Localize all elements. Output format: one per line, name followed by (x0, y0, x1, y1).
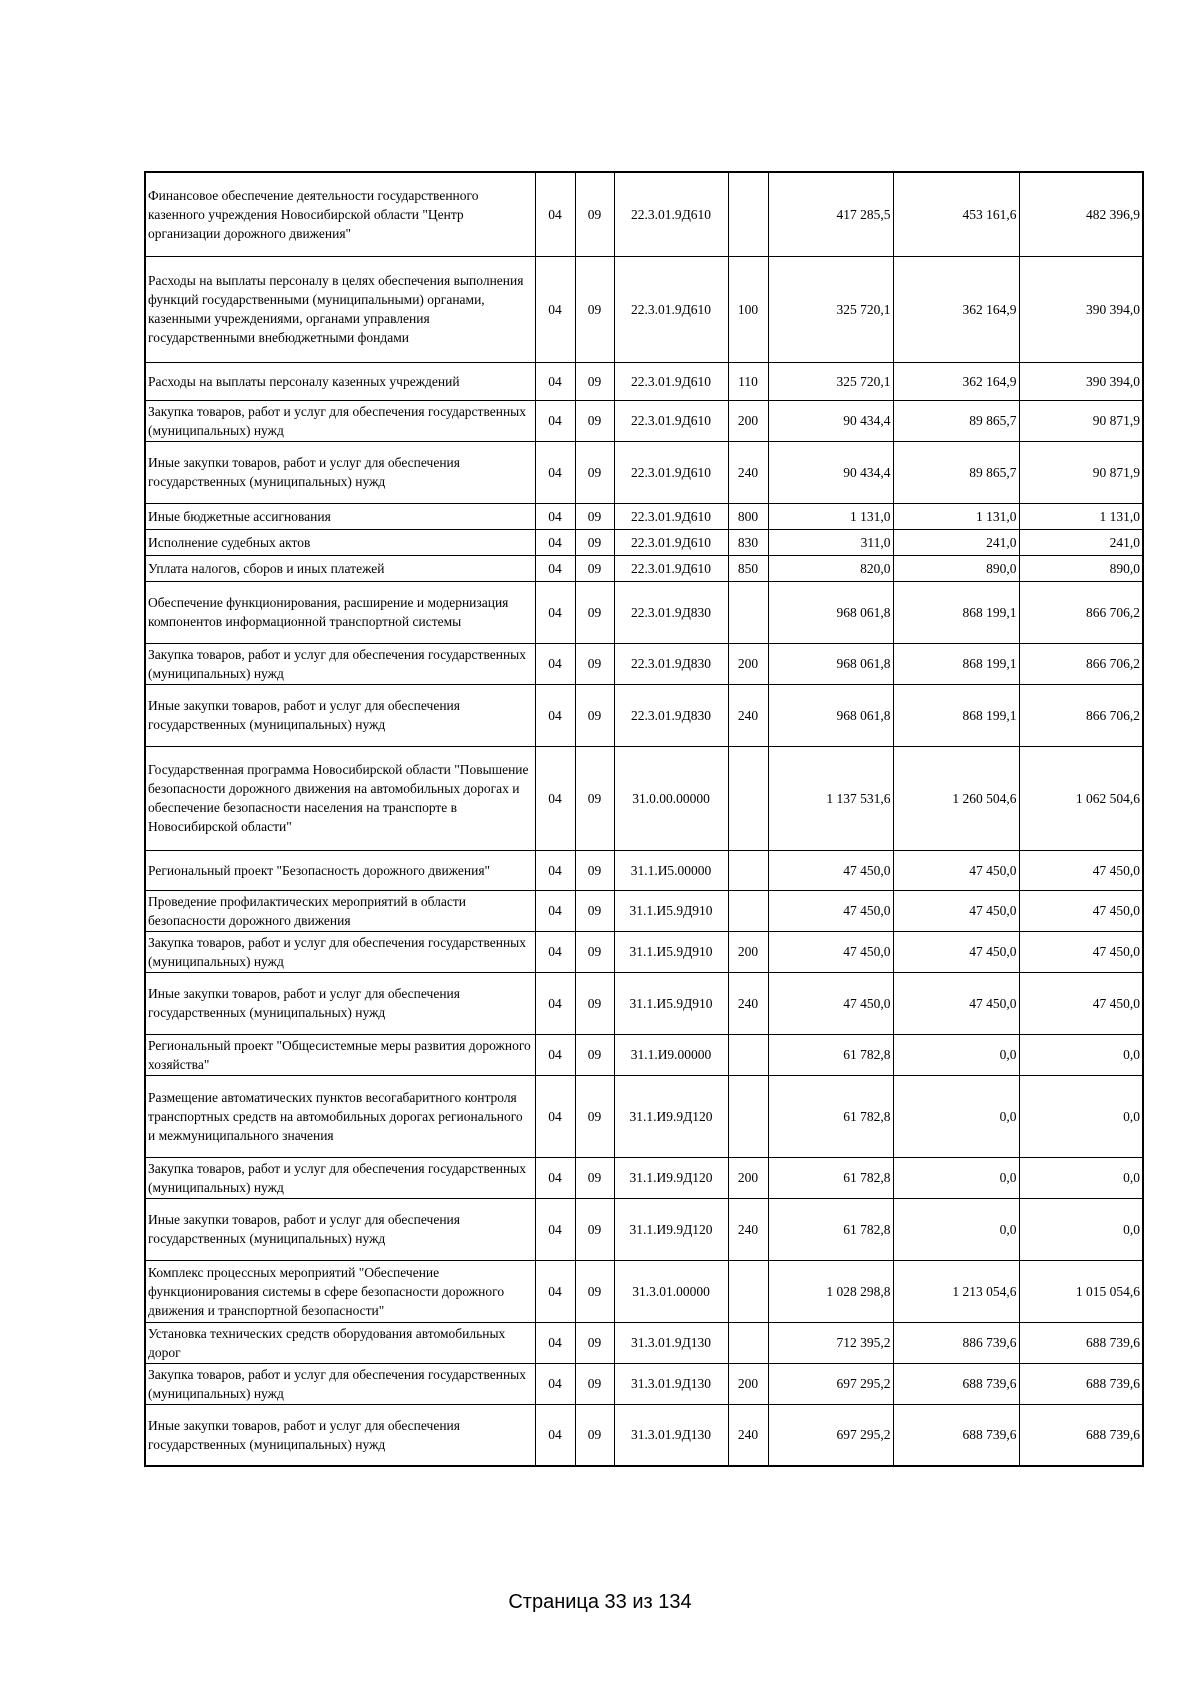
row-expense-type: 240 (728, 972, 768, 1034)
row-target-article: 31.3.01.9Д130 (614, 1404, 728, 1466)
row-section-code: 04 (535, 1404, 575, 1466)
row-amount-year-1: 90 434,4 (768, 400, 893, 441)
row-name: Финансовое обеспечение деятельности государственного казенного учреждения Новосибирской области "Центр организации дорожного движения" (145, 172, 535, 256)
row-subsection-code: 09 (575, 972, 614, 1034)
row-amount-year-1: 1 131,0 (768, 503, 893, 529)
row-amount-year-2: 1 260 504,6 (893, 746, 1019, 850)
row-amount-year-3: 0,0 (1019, 1198, 1143, 1260)
row-amount-year-3: 688 739,6 (1019, 1404, 1143, 1466)
row-subsection-code: 09 (575, 1034, 614, 1075)
row-section-code: 04 (535, 581, 575, 643)
row-subsection-code: 09 (575, 1363, 614, 1404)
row-amount-year-1: 61 782,8 (768, 1198, 893, 1260)
row-section-code: 04 (535, 400, 575, 441)
row-name: Расходы на выплаты персоналу в целях обеспечения выполнения функций государственными (муниципальными) органами, казенными учреждениями, органами управления государственными внебюджетными фондами (145, 256, 535, 362)
row-amount-year-3: 0,0 (1019, 1034, 1143, 1075)
row-expense-type: 830 (728, 529, 768, 555)
table-row (145, 1260, 1143, 1322)
row-amount-year-1: 697 295,2 (768, 1363, 893, 1404)
row-expense-type: 100 (728, 256, 768, 362)
row-amount-year-2: 89 865,7 (893, 441, 1019, 503)
row-name: Иные закупки товаров, работ и услуг для обеспечения государственных (муниципальных) нужд (145, 972, 535, 1034)
row-expense-type (728, 1034, 768, 1075)
table-row (145, 400, 1143, 441)
row-expense-type (728, 850, 768, 890)
row-section-code: 04 (535, 1157, 575, 1198)
row-expense-type (728, 1260, 768, 1322)
row-section-code: 04 (535, 172, 575, 256)
row-amount-year-2: 362 164,9 (893, 256, 1019, 362)
row-target-article: 22.3.01.9Д610 (614, 503, 728, 529)
row-target-article: 22.3.01.9Д610 (614, 256, 728, 362)
budget-table (144, 171, 1144, 1467)
row-amount-year-3: 47 450,0 (1019, 890, 1143, 931)
row-expense-type: 200 (728, 400, 768, 441)
row-subsection-code: 09 (575, 1260, 614, 1322)
table-row (145, 1157, 1143, 1198)
table-row (145, 746, 1143, 850)
row-target-article: 31.1.И9.9Д120 (614, 1157, 728, 1198)
row-amount-year-2: 868 199,1 (893, 581, 1019, 643)
table-row (145, 256, 1143, 362)
row-name: Иные закупки товаров, работ и услуг для обеспечения государственных (муниципальных) нужд (145, 1404, 535, 1466)
table-row (145, 1034, 1143, 1075)
row-expense-type: 110 (728, 362, 768, 400)
row-subsection-code: 09 (575, 643, 614, 684)
row-target-article: 22.3.01.9Д830 (614, 581, 728, 643)
row-amount-year-3: 890,0 (1019, 555, 1143, 581)
row-amount-year-2: 688 739,6 (893, 1404, 1019, 1466)
row-subsection-code: 09 (575, 1198, 614, 1260)
row-amount-year-2: 241,0 (893, 529, 1019, 555)
row-amount-year-1: 820,0 (768, 555, 893, 581)
row-amount-year-1: 61 782,8 (768, 1157, 893, 1198)
row-section-code: 04 (535, 643, 575, 684)
row-amount-year-2: 47 450,0 (893, 972, 1019, 1034)
row-name: Установка технических средств оборудования автомобильных дорог (145, 1322, 535, 1363)
row-amount-year-1: 47 450,0 (768, 890, 893, 931)
row-name: Закупка товаров, работ и услуг для обеспечения государственных (муниципальных) нужд (145, 1363, 535, 1404)
row-subsection-code: 09 (575, 441, 614, 503)
row-expense-type: 200 (728, 1363, 768, 1404)
table-row (145, 1075, 1143, 1157)
row-section-code: 04 (535, 931, 575, 972)
row-section-code: 04 (535, 1363, 575, 1404)
row-subsection-code: 09 (575, 529, 614, 555)
row-section-code: 04 (535, 684, 575, 746)
row-section-code: 04 (535, 1034, 575, 1075)
row-amount-year-1: 968 061,8 (768, 684, 893, 746)
row-amount-year-2: 1 213 054,6 (893, 1260, 1019, 1322)
table-row (145, 1363, 1143, 1404)
row-amount-year-1: 61 782,8 (768, 1034, 893, 1075)
row-amount-year-1: 311,0 (768, 529, 893, 555)
row-target-article: 22.3.01.9Д610 (614, 172, 728, 256)
row-target-article: 31.1.И5.00000 (614, 850, 728, 890)
table-row (145, 1198, 1143, 1260)
row-amount-year-3: 47 450,0 (1019, 972, 1143, 1034)
row-name: Обеспечение функционирования, расширение и модернизация компонентов информационной транспортной системы (145, 581, 535, 643)
row-expense-type (728, 746, 768, 850)
row-amount-year-3: 390 394,0 (1019, 362, 1143, 400)
row-amount-year-3: 1 015 054,6 (1019, 1260, 1143, 1322)
row-section-code: 04 (535, 441, 575, 503)
row-amount-year-2: 890,0 (893, 555, 1019, 581)
row-amount-year-3: 1 131,0 (1019, 503, 1143, 529)
row-target-article: 22.3.01.9Д610 (614, 555, 728, 581)
row-amount-year-1: 417 285,5 (768, 172, 893, 256)
row-amount-year-3: 1 062 504,6 (1019, 746, 1143, 850)
row-target-article: 31.1.И5.9Д910 (614, 972, 728, 1034)
row-expense-type: 850 (728, 555, 768, 581)
row-amount-year-3: 866 706,2 (1019, 684, 1143, 746)
row-subsection-code: 09 (575, 1404, 614, 1466)
row-target-article: 22.3.01.9Д830 (614, 643, 728, 684)
row-name: Государственная программа Новосибирской области "Повышение безопасности дорожного движения на автомобильных дорогах и обеспечение безопасности населения на транспорте в Новосибирской области" (145, 746, 535, 850)
row-amount-year-1: 90 434,4 (768, 441, 893, 503)
row-name: Региональный проект "Общесистемные меры развития дорожного хозяйства" (145, 1034, 535, 1075)
row-subsection-code: 09 (575, 931, 614, 972)
table-row (145, 529, 1143, 555)
row-amount-year-1: 61 782,8 (768, 1075, 893, 1157)
row-expense-type: 800 (728, 503, 768, 529)
row-amount-year-3: 688 739,6 (1019, 1363, 1143, 1404)
row-expense-type: 200 (728, 643, 768, 684)
row-section-code: 04 (535, 1198, 575, 1260)
row-target-article: 31.3.01.9Д130 (614, 1363, 728, 1404)
row-section-code: 04 (535, 529, 575, 555)
row-amount-year-1: 697 295,2 (768, 1404, 893, 1466)
row-amount-year-2: 47 450,0 (893, 931, 1019, 972)
table-row (145, 441, 1143, 503)
row-amount-year-3: 0,0 (1019, 1075, 1143, 1157)
row-amount-year-1: 712 395,2 (768, 1322, 893, 1363)
row-subsection-code: 09 (575, 746, 614, 850)
row-amount-year-2: 47 450,0 (893, 890, 1019, 931)
row-expense-type (728, 1075, 768, 1157)
row-amount-year-1: 47 450,0 (768, 931, 893, 972)
row-name: Закупка товаров, работ и услуг для обеспечения государственных (муниципальных) нужд (145, 643, 535, 684)
row-amount-year-2: 0,0 (893, 1075, 1019, 1157)
row-name: Комплекс процессных мероприятий "Обеспечение функционирования системы в сфере безопасности дорожного движения и транспортной безопасности" (145, 1260, 535, 1322)
row-amount-year-1: 1 137 531,6 (768, 746, 893, 850)
row-target-article: 22.3.01.9Д830 (614, 684, 728, 746)
row-expense-type (728, 890, 768, 931)
row-expense-type: 240 (728, 1404, 768, 1466)
row-name: Уплата налогов, сборов и иных платежей (145, 555, 535, 581)
table-row (145, 362, 1143, 400)
row-name: Закупка товаров, работ и услуг для обеспечения государственных (муниципальных) нужд (145, 400, 535, 441)
row-subsection-code: 09 (575, 1322, 614, 1363)
table-row (145, 890, 1143, 931)
row-expense-type: 240 (728, 684, 768, 746)
row-target-article: 31.0.00.00000 (614, 746, 728, 850)
row-amount-year-1: 47 450,0 (768, 850, 893, 890)
row-subsection-code: 09 (575, 684, 614, 746)
table-row (145, 931, 1143, 972)
row-amount-year-2: 0,0 (893, 1157, 1019, 1198)
table-row (145, 503, 1143, 529)
row-target-article: 31.3.01.9Д130 (614, 1322, 728, 1363)
row-section-code: 04 (535, 362, 575, 400)
row-amount-year-3: 241,0 (1019, 529, 1143, 555)
row-amount-year-2: 886 739,6 (893, 1322, 1019, 1363)
table-row (145, 643, 1143, 684)
row-amount-year-1: 47 450,0 (768, 972, 893, 1034)
row-subsection-code: 09 (575, 555, 614, 581)
table-row (145, 555, 1143, 581)
row-section-code: 04 (535, 555, 575, 581)
row-amount-year-2: 453 161,6 (893, 172, 1019, 256)
row-subsection-code: 09 (575, 581, 614, 643)
row-name: Размещение автоматических пунктов весогабаритного контроля транспортных средств на автомобильных дорогах регионального и межмуниципального значения (145, 1075, 535, 1157)
row-section-code: 04 (535, 256, 575, 362)
row-expense-type: 240 (728, 1198, 768, 1260)
table-row (145, 972, 1143, 1034)
row-subsection-code: 09 (575, 400, 614, 441)
row-amount-year-3: 866 706,2 (1019, 581, 1143, 643)
row-amount-year-3: 47 450,0 (1019, 850, 1143, 890)
table-row (145, 850, 1143, 890)
row-section-code: 04 (535, 746, 575, 850)
table-row (145, 581, 1143, 643)
row-expense-type (728, 581, 768, 643)
row-section-code: 04 (535, 850, 575, 890)
row-target-article: 31.1.И9.00000 (614, 1034, 728, 1075)
table-row (145, 1322, 1143, 1363)
row-name: Иные закупки товаров, работ и услуг для обеспечения государственных (муниципальных) нужд (145, 441, 535, 503)
row-name: Иные бюджетные ассигнования (145, 503, 535, 529)
row-amount-year-2: 868 199,1 (893, 684, 1019, 746)
row-subsection-code: 09 (575, 890, 614, 931)
row-amount-year-2: 0,0 (893, 1034, 1019, 1075)
row-section-code: 04 (535, 890, 575, 931)
row-amount-year-2: 0,0 (893, 1198, 1019, 1260)
row-amount-year-2: 362 164,9 (893, 362, 1019, 400)
row-amount-year-1: 325 720,1 (768, 256, 893, 362)
row-target-article: 22.3.01.9Д610 (614, 529, 728, 555)
row-subsection-code: 09 (575, 850, 614, 890)
row-section-code: 04 (535, 1322, 575, 1363)
row-amount-year-3: 390 394,0 (1019, 256, 1143, 362)
row-target-article: 31.1.И5.9Д910 (614, 931, 728, 972)
row-subsection-code: 09 (575, 362, 614, 400)
row-section-code: 04 (535, 972, 575, 1034)
row-target-article: 22.3.01.9Д610 (614, 441, 728, 503)
row-amount-year-2: 1 131,0 (893, 503, 1019, 529)
row-target-article: 31.1.И9.9Д120 (614, 1075, 728, 1157)
row-amount-year-1: 325 720,1 (768, 362, 893, 400)
row-subsection-code: 09 (575, 503, 614, 529)
row-amount-year-1: 968 061,8 (768, 643, 893, 684)
row-amount-year-3: 482 396,9 (1019, 172, 1143, 256)
row-name: Проведение профилактических мероприятий в области безопасности дорожного движения (145, 890, 535, 931)
row-target-article: 31.1.И9.9Д120 (614, 1198, 728, 1260)
row-amount-year-3: 688 739,6 (1019, 1322, 1143, 1363)
row-subsection-code: 09 (575, 172, 614, 256)
row-expense-type (728, 1322, 768, 1363)
row-name: Иные закупки товаров, работ и услуг для обеспечения государственных (муниципальных) нужд (145, 684, 535, 746)
row-subsection-code: 09 (575, 1157, 614, 1198)
row-amount-year-3: 90 871,9 (1019, 441, 1143, 503)
row-amount-year-2: 868 199,1 (893, 643, 1019, 684)
row-amount-year-1: 1 028 298,8 (768, 1260, 893, 1322)
row-name: Расходы на выплаты персоналу казенных учреждений (145, 362, 535, 400)
table-row (145, 1404, 1143, 1466)
table-row (145, 684, 1143, 746)
row-subsection-code: 09 (575, 1075, 614, 1157)
row-section-code: 04 (535, 1260, 575, 1322)
row-expense-type: 200 (728, 931, 768, 972)
row-section-code: 04 (535, 503, 575, 529)
row-name: Исполнение судебных актов (145, 529, 535, 555)
row-amount-year-3: 866 706,2 (1019, 643, 1143, 684)
row-expense-type (728, 172, 768, 256)
row-name: Закупка товаров, работ и услуг для обеспечения государственных (муниципальных) нужд (145, 1157, 535, 1198)
row-amount-year-1: 968 061,8 (768, 581, 893, 643)
page-footer: Страница 33 из 134 (508, 1591, 692, 1613)
row-amount-year-2: 47 450,0 (893, 850, 1019, 890)
row-subsection-code: 09 (575, 256, 614, 362)
row-expense-type: 200 (728, 1157, 768, 1198)
row-name: Иные закупки товаров, работ и услуг для обеспечения государственных (муниципальных) нужд (145, 1198, 535, 1260)
row-expense-type: 240 (728, 441, 768, 503)
table-row (145, 172, 1143, 256)
row-target-article: 22.3.01.9Д610 (614, 400, 728, 441)
row-target-article: 31.1.И5.9Д910 (614, 890, 728, 931)
row-name: Региональный проект "Безопасность дорожного движения" (145, 850, 535, 890)
table-body (145, 172, 1143, 1466)
row-amount-year-3: 90 871,9 (1019, 400, 1143, 441)
row-amount-year-2: 688 739,6 (893, 1363, 1019, 1404)
row-target-article: 22.3.01.9Д610 (614, 362, 728, 400)
row-amount-year-2: 89 865,7 (893, 400, 1019, 441)
row-section-code: 04 (535, 1075, 575, 1157)
row-amount-year-3: 47 450,0 (1019, 931, 1143, 972)
row-target-article: 31.3.01.00000 (614, 1260, 728, 1322)
row-amount-year-3: 0,0 (1019, 1157, 1143, 1198)
row-name: Закупка товаров, работ и услуг для обеспечения государственных (муниципальных) нужд (145, 931, 535, 972)
